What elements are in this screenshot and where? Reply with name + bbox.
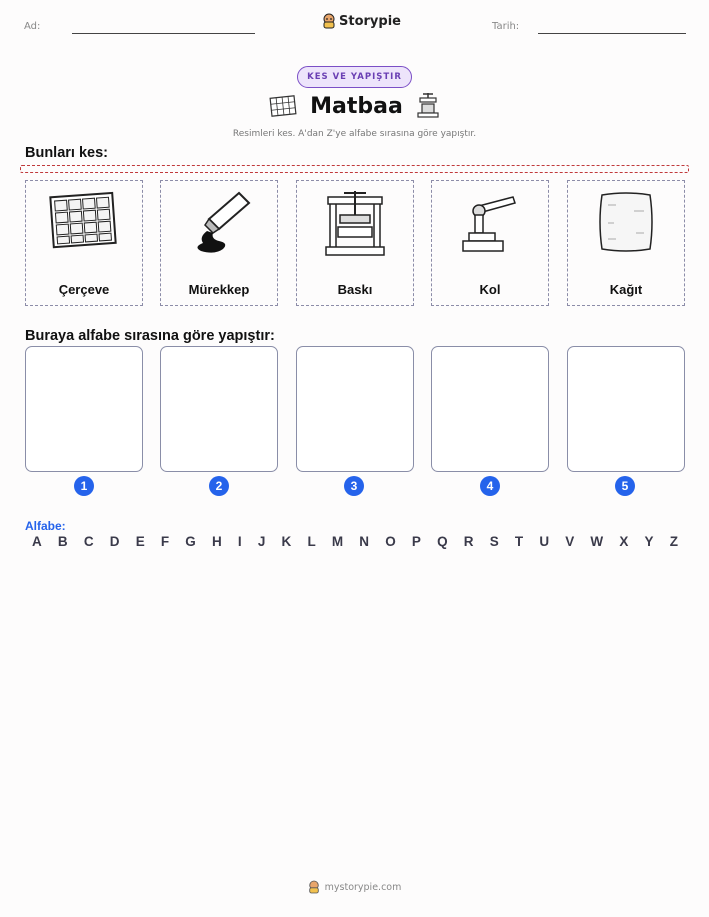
date-label: Tarih: [492,21,520,32]
alphabet-letter: K [281,534,292,549]
alphabet-letter: F [160,534,170,549]
slot-number: 5 [615,476,635,496]
storypie-mascot-icon [322,13,336,29]
title-row [0,92,709,120]
alphabet-letter: D [109,534,120,549]
type-frame-icon [44,189,124,251]
slot-number: 4 [480,476,500,496]
footer [0,880,709,894]
alphabet-label: Alfabe: [25,519,66,533]
alphabet-letter: E [135,534,145,549]
card-label: Kağıt [609,282,643,297]
alphabet-letter: R [463,534,474,549]
alphabet-letter: B [57,534,68,549]
slot-number: 1 [74,476,94,496]
alphabet-letter: H [211,534,222,549]
cut-line [20,165,689,173]
paste-slot[interactable] [567,346,685,472]
card-label: Baskı [337,282,373,297]
activity-badge: KES VE YAPIŞTIR [297,66,412,88]
page-title: Matbaa [310,93,403,119]
alphabet-letter: Y [644,534,654,549]
alphabet-letter: U [539,534,550,549]
alphabet-letter: G [185,534,196,549]
paste-slot[interactable] [160,346,278,472]
card-label: Çerçeve [58,282,110,297]
date-line[interactable] [538,33,686,34]
paste-slot[interactable] [431,346,549,472]
alphabet-letter: W [590,534,604,549]
paper-sheet-icon [596,189,656,255]
alphabet-letter: V [565,534,575,549]
slot-number: 3 [344,476,364,496]
alphabet-letter: C [83,534,94,549]
printing-press-icon [320,189,390,259]
brand-logo [322,13,401,29]
ink-tube-icon [179,189,259,255]
alphabet-letter: S [489,534,499,549]
small-press-icon [415,92,441,120]
alphabet-letter: X [619,534,629,549]
alphabet-letter: N [359,534,370,549]
alphabet-letter: O [385,534,396,549]
card-label: Mürekkep [188,282,250,297]
alphabet-letter: M [331,534,344,549]
paste-heading: Buraya alfabe sırasına göre yapıştır: [25,328,275,344]
alphabet-letter: I [237,534,242,549]
paste-slot[interactable] [25,346,143,472]
cut-card-baski[interactable] [296,180,414,306]
alphabet-letter: J [257,534,266,549]
alphabet-letter: Z [669,534,678,549]
cut-card-cerceve[interactable] [25,180,143,306]
alphabet-letter: A [32,534,42,549]
name-line[interactable] [72,33,255,34]
storypie-mascot-icon [308,880,320,894]
alphabet-letter: P [411,534,421,549]
alphabet-letter: Q [437,534,448,549]
name-label: Ad: [24,21,41,32]
lever-press-icon [455,189,525,255]
brand-name: Storypie [339,13,401,29]
footer-url[interactable]: mystorypie.com [324,881,402,893]
alphabet-letter: T [514,534,524,549]
cut-card-kol[interactable] [431,180,549,306]
type-tray-icon [268,93,298,119]
cut-card-murekkep[interactable] [160,180,278,306]
alphabet-letter: L [307,534,316,549]
card-label: Kol [479,282,501,297]
alphabet-row [32,534,678,549]
instructions: Resimleri kes. A'dan Z'ye alfabe sırasına göre yapıştır. [232,129,477,139]
badge-wrap [0,66,709,88]
cut-heading: Bunları kes: [25,145,108,161]
cut-card-kagit[interactable] [567,180,685,306]
paste-slot[interactable] [296,346,414,472]
slot-number: 2 [209,476,229,496]
